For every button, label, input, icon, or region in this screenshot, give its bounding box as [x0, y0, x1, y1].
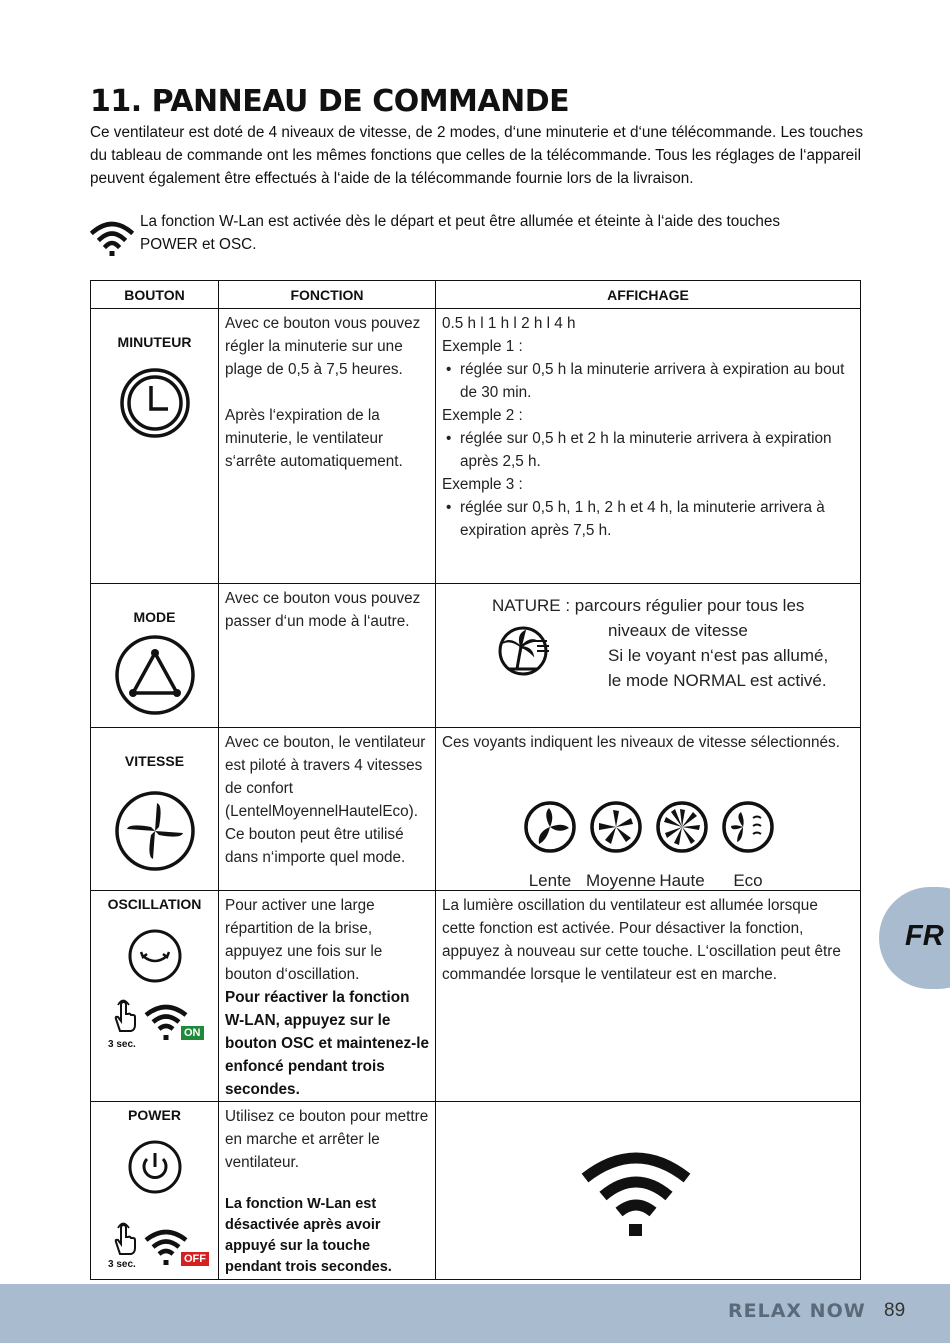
table-row-mode [91, 584, 861, 728]
page-title: 11. PANNEAU DE COMMANDE [90, 84, 570, 119]
nature-line-1: NATURE : parcours régulier pour tous les [492, 596, 805, 615]
oscillation-label: OSCILLATION [107, 896, 202, 912]
speed-lente-label: Lente [528, 871, 572, 890]
fan-eco-icon [721, 800, 775, 854]
minuteur-display-cell [436, 309, 861, 584]
table-header-row [91, 281, 861, 309]
oscillation-function-normal: Pour activer une large répartition de la brise, appuyez une fois sur le bouton d‘oscillation. [225, 897, 383, 983]
speed-eco [718, 800, 778, 892]
table-row-oscillation [91, 891, 861, 1102]
vitesse-display: Ces voyants indiquent les niveaux de vitesse sélectionnés. [442, 734, 840, 751]
mode-button-cell [91, 584, 219, 728]
header-bouton: BOUTON [91, 281, 219, 309]
off-badge: OFF [181, 1252, 209, 1266]
vitesse-function: Avec ce bouton, le ventilateur est piloté à travers 4 vitesses de confort (LentelMoyennelHautelEco). Ce bouton peut être utilisé dans n‘importe quel mode. [225, 734, 426, 866]
minuteur-function-1: Avec ce bouton vous pouvez régler la minuterie sur une plage de 0,5 à 7,5 heures. [225, 315, 421, 378]
hand-press-icon [111, 1220, 141, 1258]
timer-values: 0.5 h l 1 h l 2 h l 4 h [442, 315, 576, 332]
speed-lente [520, 800, 580, 892]
wlan-note-text: La fonction W-Lan est activée dès le départ et peut être allumée et éteinte à l‘aide des touches POWER et OSC. [140, 213, 781, 253]
nature-line-2: niveaux de vitesse [608, 621, 748, 640]
header-fonction: FONCTION [219, 281, 436, 309]
speed-haute [652, 800, 712, 892]
mode-label: MODE [133, 609, 176, 625]
table-row-vitesse [91, 728, 861, 891]
fan-icon [113, 789, 197, 873]
nature-line-4: le mode NORMAL est activé. [608, 671, 827, 690]
oscillation-function-cell [219, 891, 436, 1102]
language-tab [879, 887, 950, 989]
speed-moyenne [586, 800, 656, 892]
example-3-text: • réglée sur 0,5 h, 1 h, 2 h et 4 h, la minuterie arrivera à expiration après 7,5 h. [442, 496, 854, 542]
on-badge: ON [181, 1026, 204, 1040]
oscillation-button-cell [91, 891, 219, 1102]
minuteur-label: MINUTEUR [117, 334, 192, 350]
fan-medium-icon [589, 800, 643, 854]
power-function-normal: Utilisez ce bouton pour mettre en marche et arrêter le ventilateur. [225, 1108, 429, 1171]
oscillation-display-cell [436, 891, 861, 1102]
fan-high-icon [655, 800, 709, 854]
mode-function: Avec ce bouton vous pouvez passer d‘un mode à l‘autre. [225, 590, 421, 630]
example-3-title: Exemple 3 : [442, 476, 523, 493]
mode-triangle-icon [113, 633, 197, 717]
hand-press-icon [111, 997, 141, 1035]
power-hold-label: 3 sec. [108, 1259, 136, 1270]
fan-slow-icon [523, 800, 577, 854]
minuteur-function-2: Après l‘expiration de la minuterie, le ventilateur s‘arrête automatiquement. [225, 407, 403, 470]
speed-eco-label: Eco [733, 871, 763, 890]
mode-function-cell [219, 584, 436, 728]
speed-moyenne-label: Moyenne [586, 871, 656, 890]
oscillation-display: La lumière oscillation du ventilateur est allumée lorsque cette fonction est activée. Pour désactiver la fonction, appuyez à nouveau sur cette touche. L‘oscillation peut être commandée lorsque le ventilateur est en marche. [442, 897, 841, 983]
table-row-power [91, 1102, 861, 1280]
vitesse-label: VITESSE [124, 753, 185, 769]
clock-icon [118, 366, 192, 440]
nature-line-3: Si le voyant n‘est pas allumé, [608, 646, 829, 665]
speed-haute-label: Haute [659, 871, 705, 890]
oscillation-icon [127, 928, 183, 984]
page-number: 89 [884, 1300, 906, 1321]
oscillation-function-bold: Pour réactiver la fonction W-LAN, appuyez sur le bouton OSC et maintenez-le enfoncé pendant trois secondes. [225, 989, 429, 1098]
header-affichage: AFFICHAGE [436, 281, 861, 309]
power-display-cell [436, 1102, 861, 1280]
vitesse-display-cell [436, 728, 861, 891]
power-label: POWER [128, 1107, 181, 1123]
minuteur-function-cell [219, 309, 436, 584]
power-function-bold: La fonction W-Lan est désactivée après avoir appuyé sur la touche pendant trois secondes. [225, 1196, 392, 1275]
oscillation-hold-label: 3 sec. [108, 1039, 136, 1050]
footer [0, 1284, 950, 1343]
mode-display-cell [436, 584, 861, 728]
wifi-icon [90, 218, 134, 258]
example-2-title: Exemple 2 : [442, 407, 523, 424]
speed-indicators [520, 800, 790, 890]
example-2-text: • réglée sur 0,5 h et 2 h la minuterie arrivera à expiration après 2,5 h. [442, 427, 854, 473]
table-row-minuteur [91, 309, 861, 584]
power-function-cell [219, 1102, 436, 1280]
control-panel-table [90, 280, 861, 1280]
wifi-icon [579, 1146, 693, 1238]
example-1-text: • réglée sur 0,5 h la minuterie arrivera à expiration au bout de 30 min. [442, 358, 854, 404]
palm-tree-icon [497, 625, 555, 677]
power-button-cell [91, 1102, 219, 1280]
brand-logo: RELAX NOW [728, 1300, 866, 1322]
intro-paragraph: Ce ventilateur est doté de 4 niveaux de vitesse, de 2 modes, d‘une minuterie et d‘une télécommande. Les touches du tableau de commande ont les mêmes fonctions que celles de la télécommande. Tous les réglages de l‘appareil peuvent également être effectués à l‘aide de la télécommande fournie lors de la livraison. [90, 124, 863, 187]
vitesse-function-cell [219, 728, 436, 891]
power-icon [127, 1139, 183, 1195]
example-1-title: Exemple 1 : [442, 338, 523, 355]
minuteur-button-cell [91, 309, 219, 584]
language-tab-label: FR [905, 920, 944, 952]
vitesse-button-cell [91, 728, 219, 891]
